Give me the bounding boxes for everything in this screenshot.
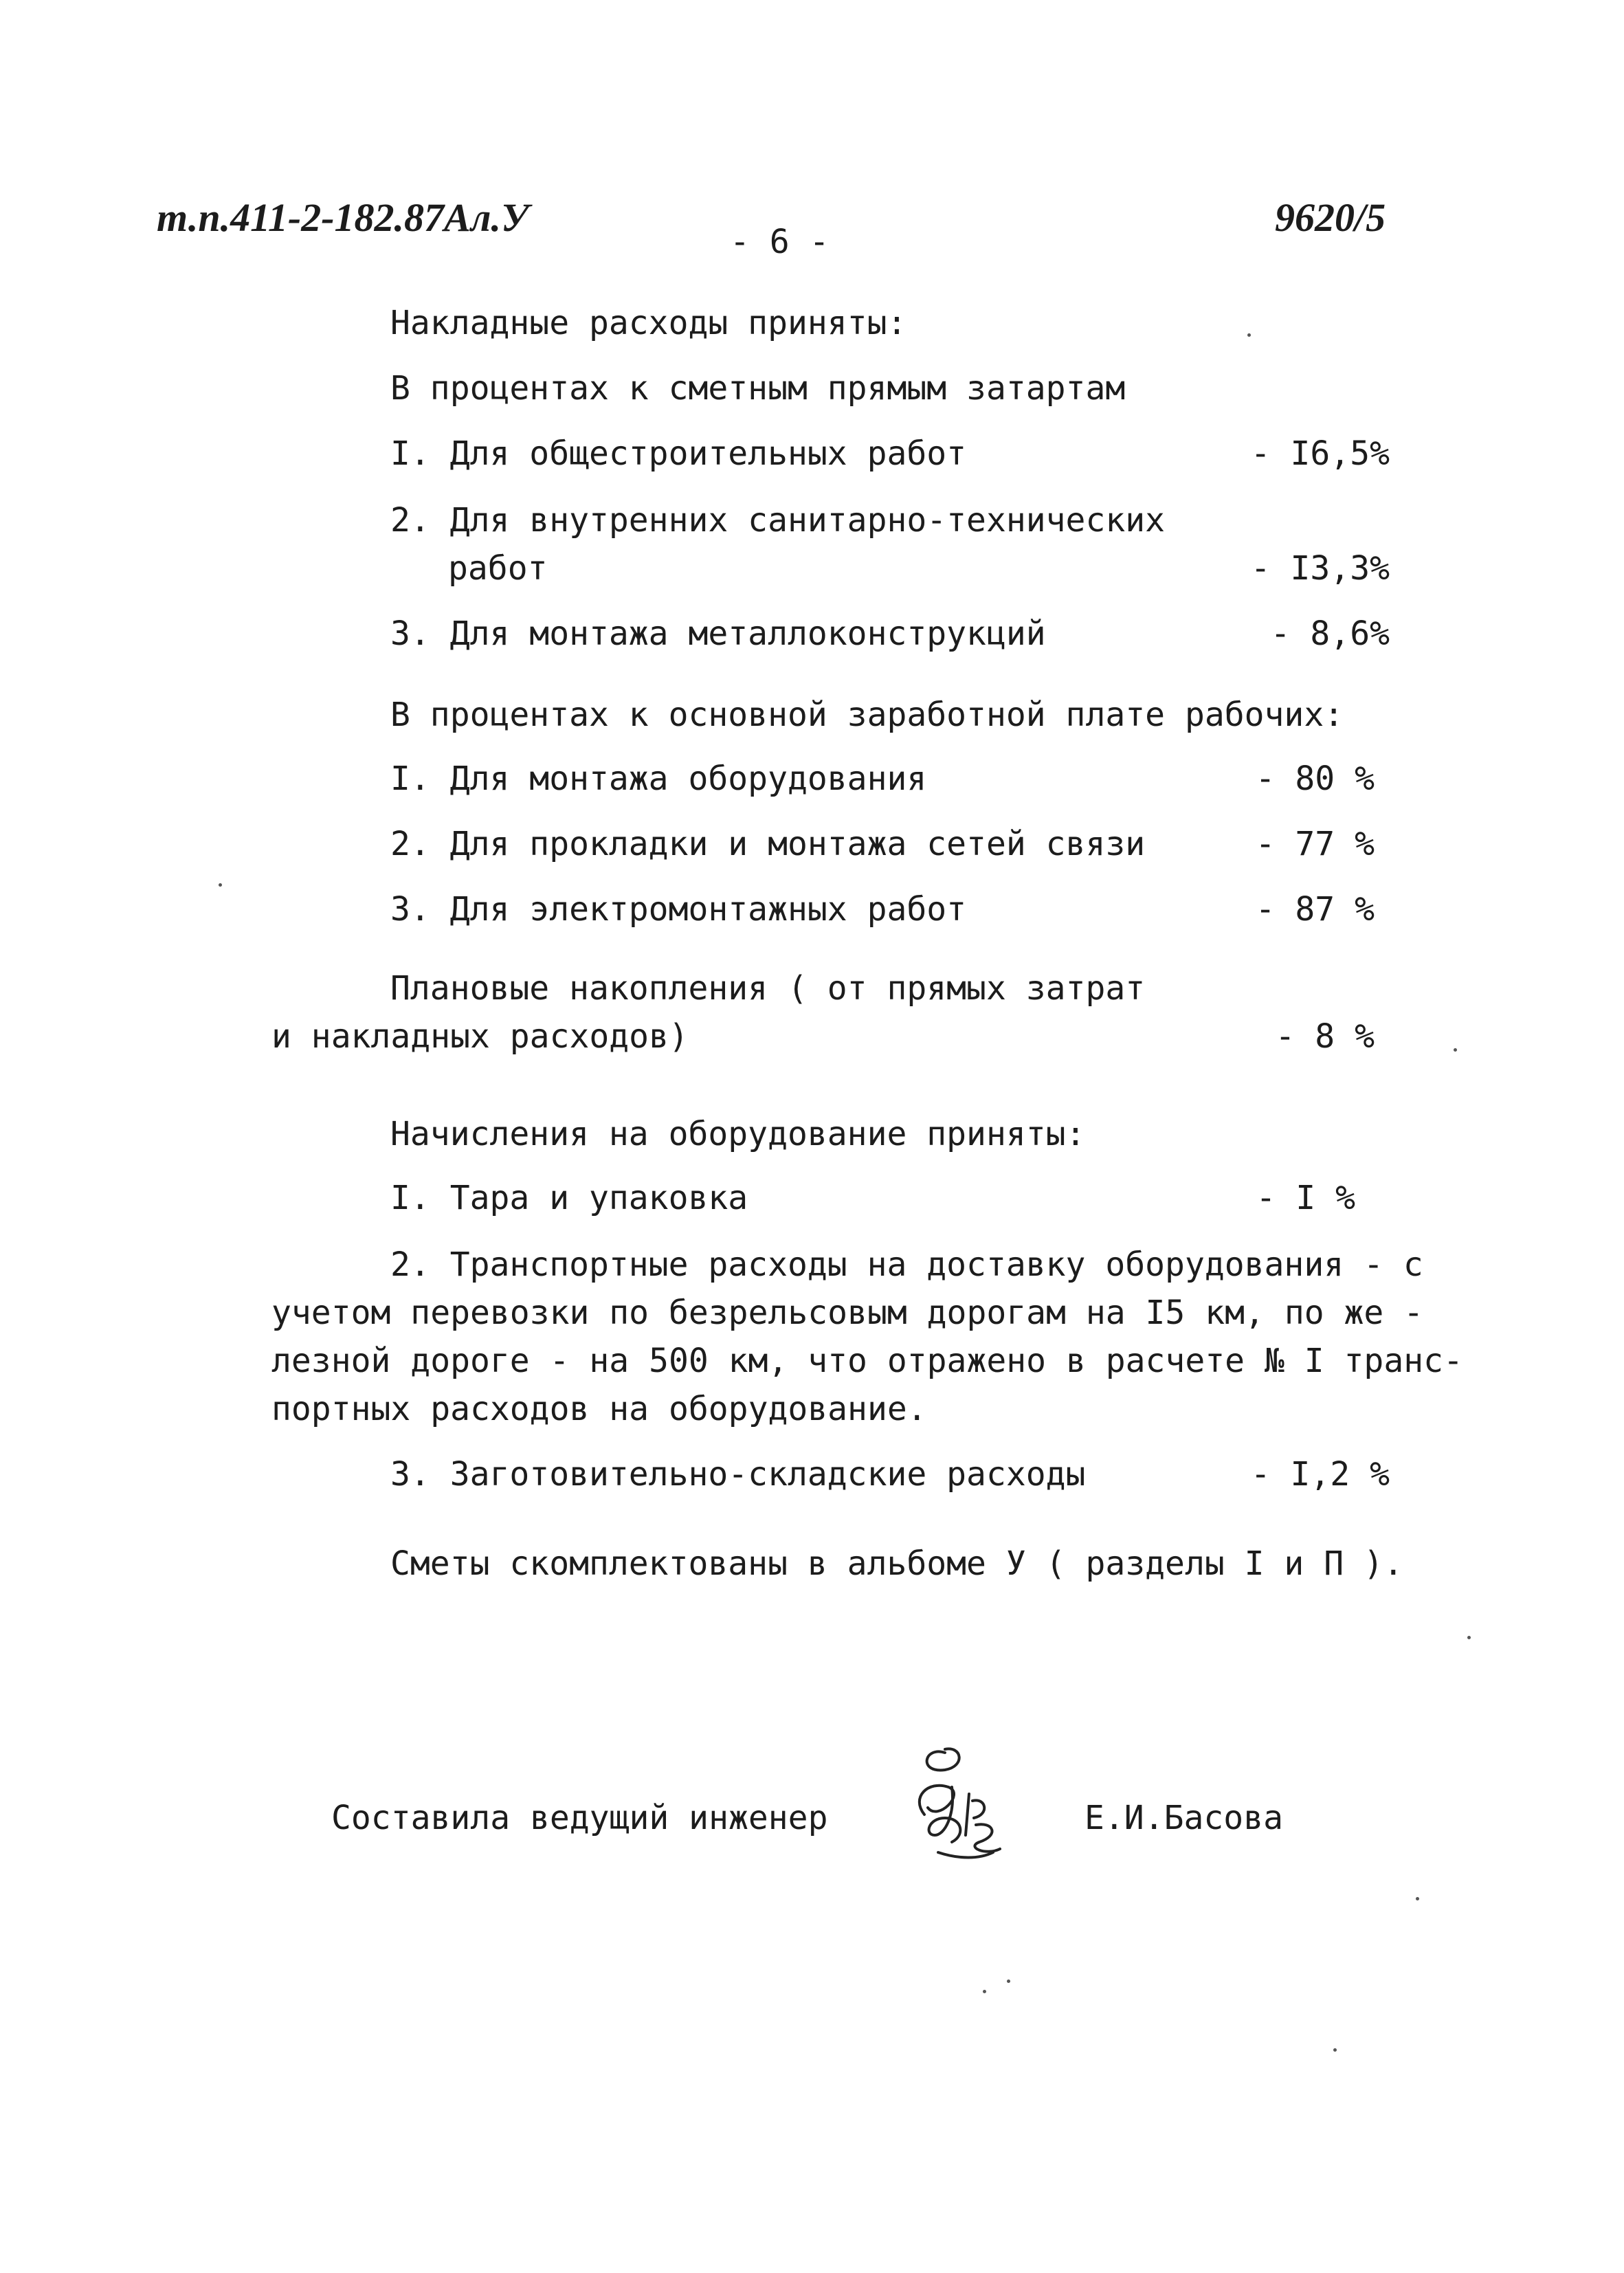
scan-speck [1333,2048,1337,2052]
closing-note: Сметы скомплектованы в альбоме У ( разделы I и П ). [390,1544,1403,1583]
list-item: 2. Для прокладки и монтажа сетей связи [390,825,1146,863]
handwritten-signature [897,1732,1014,1876]
list-item: 3. Для электромонтажных работ [390,890,967,929]
inventory-number-stamp: 9620/5 [1275,195,1386,240]
scan-speck [1007,1980,1010,1983]
scan-speck [1454,1048,1457,1052]
equipment-title: Начисления на оборудование приняты: [390,1115,1086,1153]
scan-speck [983,1990,986,1993]
page-number: - 6 - [730,223,830,261]
scan-speck [1416,1897,1419,1900]
paragraph-line: портных расходов на оборудование. [271,1390,927,1428]
overhead-title: Накладные расходы приняты: [390,304,907,342]
list-item: 2. Для внутренних санитарно-технических [390,501,1166,540]
percentage-value: - 77 % [1255,825,1375,863]
list-item: I. Тара и упаковка [390,1179,748,1217]
planned-savings-line: Плановые накопления ( от прямых затрат [390,969,1146,1008]
list-item: 3. Для монтажа металлоконструкций [390,614,1046,653]
percentage-value: - 8,6% [1270,614,1390,653]
scan-speck [1467,1636,1471,1639]
percentage-value: - 8 % [1275,1017,1375,1056]
list-item: 3. Заготовительно-складские расходы [390,1455,1086,1494]
scan-speck [1247,333,1251,337]
wages-subtitle: В процентах к основной заработной плате рабочих: [390,696,1344,734]
percentage-value: - 80 % [1255,759,1375,798]
list-item: I. Для монтажа оборудования [390,759,927,798]
list-item: I. Для общестроительных работ [390,434,967,473]
scan-speck [219,883,222,887]
signer-name: Е.И.Басова [1084,1799,1283,1837]
planned-savings-line: и накладных расходов) [271,1017,689,1056]
percentage-value: - I3,3% [1250,549,1390,588]
paragraph-line: 2. Транспортные расходы на доставку оборудования - с [390,1245,1423,1284]
paragraph-line: учетом перевозки по безрельсовым дорогам на I5 км, по же - [271,1294,1424,1332]
direct-costs-subtitle: В процентах к сметным прямым затартам [390,369,1126,408]
percentage-value: - I6,5% [1250,434,1390,473]
document-code-stamp: т.п.411-2-182.87Ал.У [157,195,529,240]
percentage-value: - I % [1256,1179,1355,1217]
paragraph-line: лезной дороге - на 500 км, что отражено в расчете № I транс- [271,1342,1463,1380]
signature-role: Составила ведущий инженер [331,1799,828,1837]
list-item-continuation: работ [448,549,548,588]
percentage-value: - 87 % [1255,890,1375,929]
percentage-value: - I,2 % [1250,1455,1390,1494]
